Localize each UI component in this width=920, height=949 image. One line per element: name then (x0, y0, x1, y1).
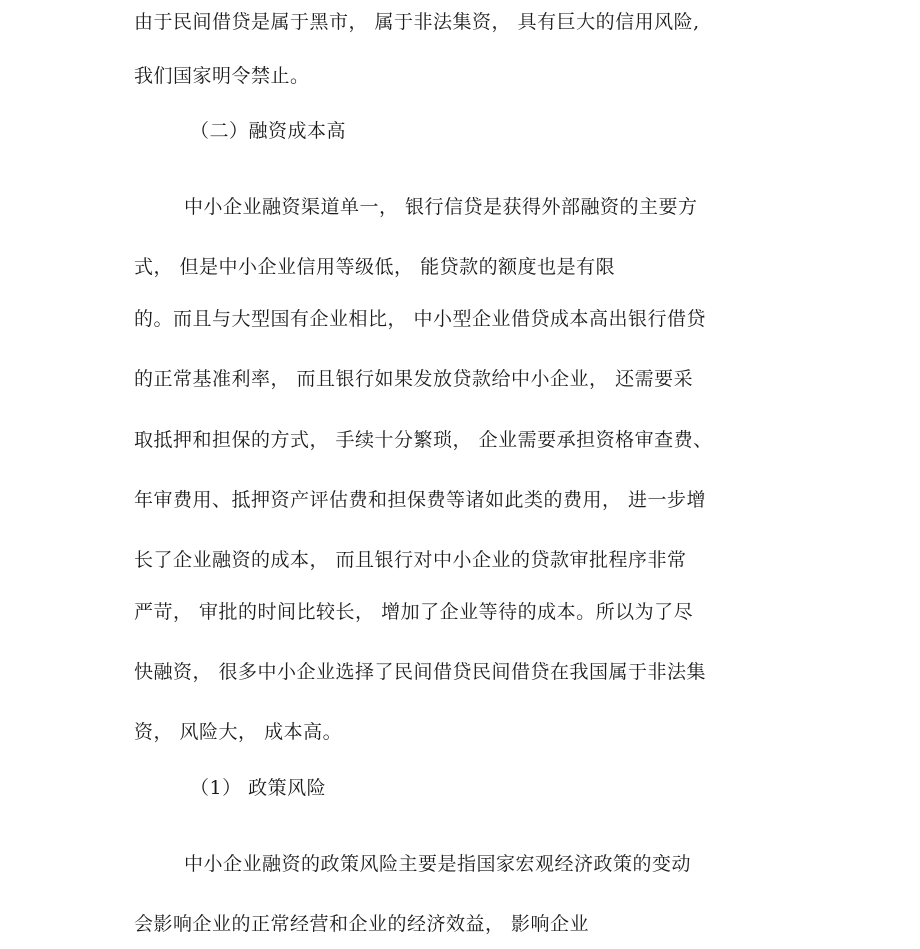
paragraph-line: 我们国家明令禁止。 (134, 65, 310, 87)
paragraph-line: 由于民间借贷是属于黑市， 属于非法集资， 具有巨大的信用风险, (134, 11, 700, 33)
paragraph-line: 中小企业融资渠道单一， 银行信贷是获得外部融资的主要方 (184, 196, 698, 218)
paragraph-line: 资， 风险大， 成本高。 (134, 721, 343, 743)
paragraph-line: 严苛， 审批的时间比较长， 增加了企业等待的成本。所以为了尽 (134, 601, 694, 623)
paragraph-line: 的。而且与大型国有企业相比， 中小型企业借贷成本高出银行借贷 (134, 308, 707, 330)
paragraph-line: 取抵押和担保的方式， 手续十分繁琐， 企业需要承担资格审查费、 (134, 429, 713, 451)
paragraph-line: 的正常基准利率， 而且银行如果发放贷款给中小企业， 还需要采 (134, 368, 694, 390)
paragraph-line: 式， 但是中小企业信用等级低， 能贷款的额度也是有限 (134, 256, 616, 278)
section-heading: （1） 政策风险 (190, 777, 327, 799)
paragraph-line: 中小企业融资的政策风险主要是指国家宏观经济政策的变动 (184, 853, 692, 875)
paragraph-line: 快融资， 很多中小企业选择了民间借贷民间借贷在我国属于非法集 (134, 661, 707, 683)
paragraph-line: 长了企业融资的成本， 而且银行对中小企业的贷款审批程序非常 (134, 549, 687, 571)
section-heading: （二）融资成本高 (190, 120, 347, 142)
paragraph-line: 会影响企业的正常经营和企业的经济效益， 影响企业 (134, 913, 590, 935)
paragraph-line: 年审费用、抵押资产评估费和担保费等诸如此类的费用， 进一步增 (134, 489, 707, 511)
